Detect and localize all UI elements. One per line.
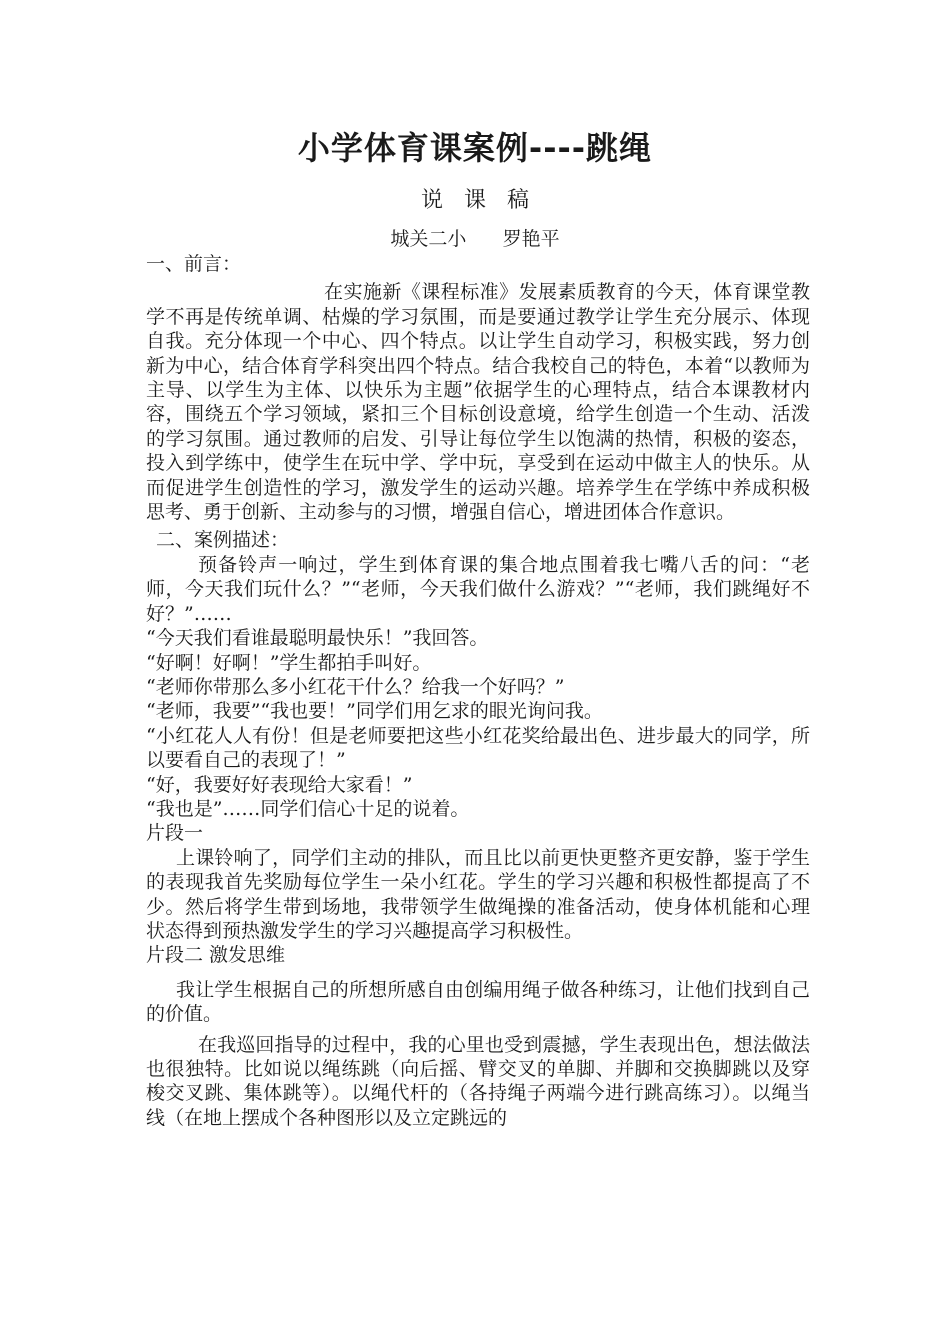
preface-paragraph: 在实施新《课程标准》发展素质教育的今天，体育课堂教学不再是传统单调、枯燥的学习氛围，而是要通过教学让学生充分展示、体现自我。充分体现一个中心、四个特点。以让学生自动学习，积极实践，努力创新为中心，结合体育学科突出四个特点。结合我校自己的特色，本着“以教师为主导、以学生为主体、以快乐为主题”依据学生的心理特点，结合本课教材内容，围绕五个学习领域，紧扣三个目标创设意境，给学生创造一个生动、活泼的学习氛围。通过教师的启发、引导让每位学生以饱满的热情，积极的姿态，投入到学练中，使学生在玩中学、学中玩，享受到在运动中做主人的快乐。从而促进学生创造性的学习，激发学生的运动兴趣。培养学生在学练中养成积极思考、勇于创新、主动参与的习惯，增强自信心，增进团体合作意识。 [146,281,810,524]
part2-paragraph: 我让学生根据自己的所想所感自由创编用绳子做各种练习，让他们找到自己的价值。 [146,978,810,1026]
case-line: “好，我要好好表现给大家看！” [146,773,413,796]
document-subtitle: 说 课 稿 [421,188,529,213]
case-line: 预备铃声一响过，学生到体育课的集合地点围着我七嘴八舌的问：“老师，今天我们玩什么？”“老师，今天我们做什么游戏？”“老师，我们跳绳好不好？”…… [146,553,810,625]
case-line: “老师，我要”“我也要！”同学们用乞求的眼光询问我。 [146,700,603,723]
case-line: “小红花人人有份！但是老师要把这些小红花奖给最出色、进步最大的同学，所以要看自己的表现了！” [146,724,810,772]
case-line: “好啊！好啊！”学生都拍手叫好。 [146,651,432,674]
case-line: “老师你带那么多小红花干什么？给我一个好吗？” [146,675,565,698]
case-line: “我也是”……同学们信心十足的说着。 [146,797,470,820]
document-title: 小学体育课案例----跳绳 [297,129,653,167]
document-body [146,252,810,1130]
part2-paragraph: 在我巡回指导的过程中，我的心里也受到震撼，学生表现出色，想法做法也很独特。比如说以绳练跳（向后摇、臂交叉的单脚、并脚和交换脚跳以及穿梭交叉跳、集体跳等）。以绳代杆的（各持绳子两端今进行跳高练习）。以绳当线（在地上摆成个各种图形以及立定跳远的 [146,1033,810,1129]
case-heading: 二、案例描述： [156,529,290,552]
part2-heading: 片段二 激发思维 [146,944,286,967]
part1-paragraph: 上课铃响了，同学们主动的排队，而且比以前更快更整齐更安静，鉴于学生的表现我首先奖励每位学生一朵小红花。学生的学习兴趣和积极性都提高了不少。然后将学生带到场地，我带领学生做绳操的准备活动，使身体机能和心理状态得到预热激发学生的学习兴趣提高学习积极性。 [146,846,810,942]
author-line: 城关二小 罗艳平 [390,228,560,250]
case-line: “今天我们看谁最聪明最快乐！”我回答。 [146,627,489,650]
preface-heading: 一、前言： [146,253,242,275]
part1-heading: 片段一 [146,822,204,845]
